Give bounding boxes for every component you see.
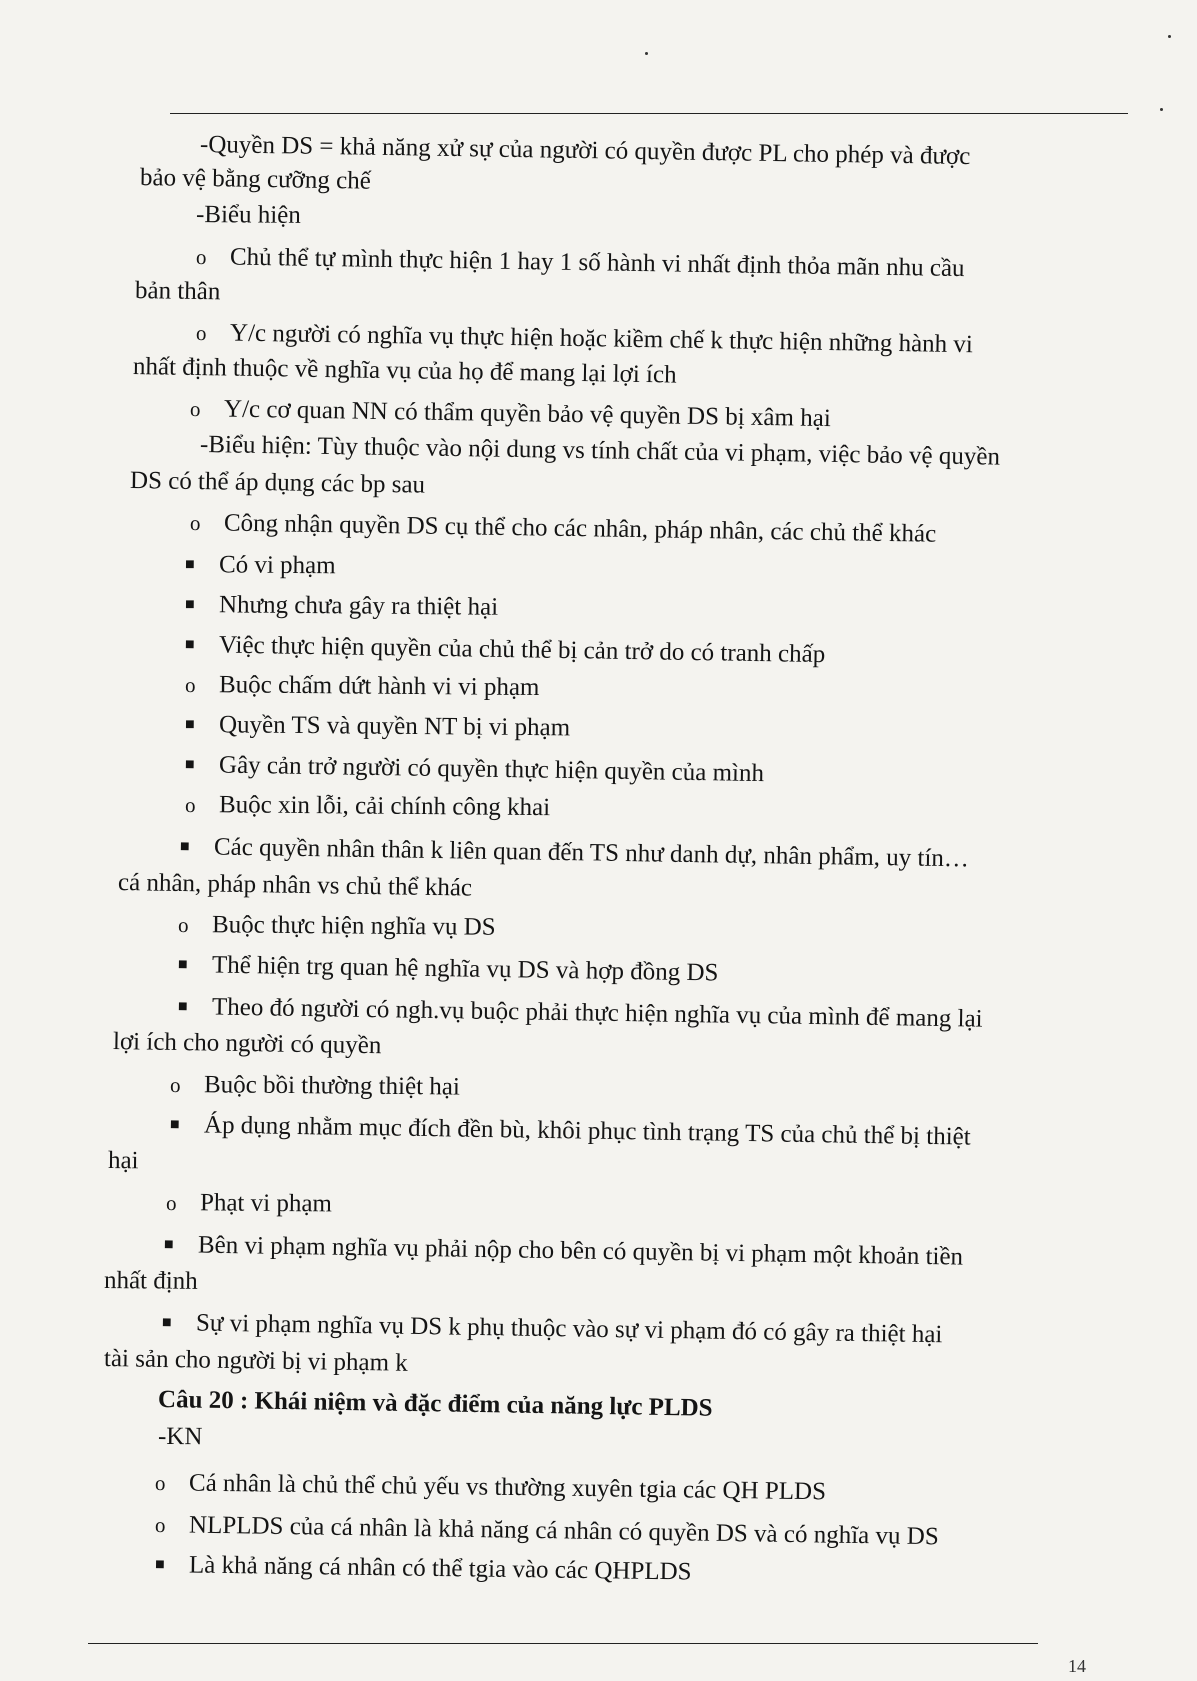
circle-bullet-icon: o bbox=[154, 1513, 166, 1538]
line-text: Nhưng chưa gây ra thiệt hại bbox=[218, 591, 499, 621]
text-line bbox=[158, 1385, 713, 1424]
square-bullet-icon: ■ bbox=[179, 838, 190, 856]
line-text: -Quyền DS = khả năng xử sự của người có quyền được PL cho phép và được bbox=[199, 131, 971, 171]
text-line bbox=[118, 868, 472, 904]
list-item bbox=[185, 590, 498, 623]
line-text: Y/c người có nghĩa vụ thực hiện hoặc kiềm chế k thực hiện những hành vi bbox=[229, 319, 974, 359]
line-text: Theo đó người có ngh.vụ buộc phải thực hiện nghĩa vụ của mình để mang lại bbox=[211, 993, 983, 1033]
list-item bbox=[178, 992, 983, 1035]
list-item bbox=[166, 1188, 332, 1219]
line-text: Y/c cơ quan NN có thẩm quyền bảo vệ quyền DS bị xâm hại bbox=[223, 395, 831, 433]
line-text: bảo vệ bằng cưỡng chế bbox=[139, 164, 372, 195]
line-text: Quyền TS và quyền NT bị vi phạm bbox=[218, 711, 571, 742]
list-item bbox=[155, 1510, 939, 1552]
list-item bbox=[170, 1070, 460, 1103]
square-bullet-icon: ■ bbox=[184, 556, 195, 574]
text-line bbox=[108, 1146, 139, 1176]
square-bullet-icon: ■ bbox=[161, 1314, 172, 1332]
scan-speck bbox=[1168, 35, 1171, 38]
list-item bbox=[185, 630, 826, 670]
circle-bullet-icon: o bbox=[189, 397, 201, 422]
scan-speck bbox=[645, 52, 648, 55]
line-text: Phạt vi phạm bbox=[199, 1189, 333, 1218]
list-item bbox=[196, 242, 965, 284]
circle-bullet-icon: o bbox=[189, 511, 201, 536]
list-item bbox=[178, 910, 496, 943]
line-text: nhất định thuộc về nghĩa vụ của họ để mang lại lợi ích bbox=[132, 353, 677, 389]
list-item bbox=[164, 1230, 964, 1273]
square-bullet-icon: ■ bbox=[184, 636, 195, 654]
line-text: Là khả năng cá nhân có thể tgia vào các QHPLDS bbox=[188, 1551, 692, 1586]
line-text: Sự vi phạm nghĩa vụ DS k phụ thuộc vào sự vi phạm đó có gây ra thiệt hại bbox=[195, 1309, 943, 1349]
list-item bbox=[185, 790, 550, 823]
line-text: Có vi phạm bbox=[218, 551, 336, 580]
line-text: -Biểu hiện: Tùy thuộc vào nội dung vs tính chất của vi phạm, việc bảo vệ quyền bbox=[199, 431, 1001, 471]
line-text: hại bbox=[107, 1147, 139, 1175]
line-text: bản thân bbox=[134, 277, 221, 306]
line-text: Buộc xin lỗi, cải chính công khai bbox=[218, 791, 551, 822]
circle-bullet-icon: o bbox=[195, 245, 207, 270]
line-text: Câu 20 : Khái niệm và đặc điểm của năng lực PLDS bbox=[157, 1386, 713, 1422]
line-text: nhất định bbox=[103, 1267, 198, 1295]
line-text: lợi ích cho người có quyền bbox=[112, 1028, 382, 1060]
line-text: Cá nhân là chủ thể chủ yếu vs thường xuyên tgia các QH PLDS bbox=[188, 1469, 827, 1506]
list-item bbox=[170, 1110, 971, 1153]
top-rule bbox=[170, 113, 1128, 114]
list-item bbox=[155, 1550, 692, 1587]
square-bullet-icon: ■ bbox=[154, 1556, 165, 1574]
square-bullet-icon: ■ bbox=[163, 1236, 174, 1254]
list-item bbox=[178, 950, 719, 988]
line-text: Buộc chấm dứt hành vi vi phạm bbox=[218, 671, 540, 702]
text-line bbox=[133, 352, 677, 391]
text-line bbox=[113, 1027, 382, 1061]
line-text: Buộc bồi thường thiệt hại bbox=[203, 1071, 461, 1101]
page-number: 14 bbox=[1068, 1656, 1086, 1676]
square-bullet-icon: ■ bbox=[184, 596, 195, 614]
square-bullet-icon: ■ bbox=[177, 998, 188, 1016]
circle-bullet-icon: o bbox=[169, 1073, 181, 1098]
list-item bbox=[190, 508, 937, 550]
list-item bbox=[155, 1468, 826, 1507]
line-text: Thể hiện trg quan hệ nghĩa vụ DS và hợp đồng DS bbox=[211, 951, 719, 987]
line-text: Áp dụng nhằm mục đích đền bù, khôi phục tình trạng TS của chủ thể bị thiệt bbox=[203, 1111, 971, 1151]
list-item bbox=[185, 750, 764, 789]
line-text: Buộc thực hiện nghĩa vụ DS bbox=[211, 911, 496, 941]
circle-bullet-icon: o bbox=[154, 1471, 166, 1496]
line-text: cá nhân, pháp nhân vs chủ thể khác bbox=[117, 869, 473, 902]
list-item bbox=[180, 832, 969, 874]
line-text: NLPLDS của cá nhân là khả năng cá nhân có quyền DS và có nghĩa vụ DS bbox=[188, 1511, 939, 1551]
circle-bullet-icon: o bbox=[177, 913, 189, 938]
bottom-rule bbox=[88, 1643, 1038, 1644]
text-line bbox=[140, 163, 371, 197]
list-item bbox=[185, 670, 540, 703]
list-item bbox=[190, 394, 831, 434]
circle-bullet-icon: o bbox=[165, 1191, 177, 1216]
text-line bbox=[130, 466, 425, 501]
line-text: Gây cản trở người có quyền thực hiện quyền của mình bbox=[218, 751, 765, 788]
line-text: Chủ thể tự mình thực hiện 1 hay 1 số hành vi nhất định thỏa mãn nhu cầu bbox=[229, 243, 965, 283]
line-text: -Biểu hiện bbox=[195, 201, 301, 229]
line-text: Việc thực hiện quyền của chủ thể bị cản trở do có tranh chấp bbox=[218, 631, 826, 669]
line-text: Các quyền nhân thân k liên quan đến TS như danh dự, nhân phẩm, uy tín… bbox=[213, 833, 970, 873]
circle-bullet-icon: o bbox=[184, 793, 196, 818]
text-line bbox=[104, 1266, 198, 1297]
line-text: tài sản cho người bị vi phạm k bbox=[103, 1345, 408, 1377]
text-line bbox=[158, 1422, 203, 1452]
square-bullet-icon: ■ bbox=[169, 1116, 180, 1134]
text-line bbox=[104, 1344, 408, 1379]
circle-bullet-icon: o bbox=[195, 321, 207, 346]
square-bullet-icon: ■ bbox=[184, 716, 195, 734]
square-bullet-icon: ■ bbox=[177, 956, 188, 974]
list-item bbox=[185, 550, 336, 581]
text-line bbox=[196, 200, 301, 231]
text-line bbox=[135, 276, 221, 307]
line-text: -KN bbox=[157, 1423, 203, 1451]
text-line bbox=[200, 430, 1000, 473]
line-text: Công nhận quyền DS cụ thể cho các nhân, pháp nhân, các chủ thể khác bbox=[223, 509, 937, 548]
line-text: DS có thể áp dụng các bp sau bbox=[129, 467, 426, 499]
list-item bbox=[162, 1308, 943, 1350]
scan-speck bbox=[1160, 108, 1163, 111]
line-text: Bên vi phạm nghĩa vụ phải nộp cho bên có quyền bị vi phạm một khoản tiền bbox=[197, 1231, 964, 1271]
circle-bullet-icon: o bbox=[184, 673, 196, 698]
square-bullet-icon: ■ bbox=[184, 756, 195, 774]
list-item bbox=[185, 710, 570, 743]
